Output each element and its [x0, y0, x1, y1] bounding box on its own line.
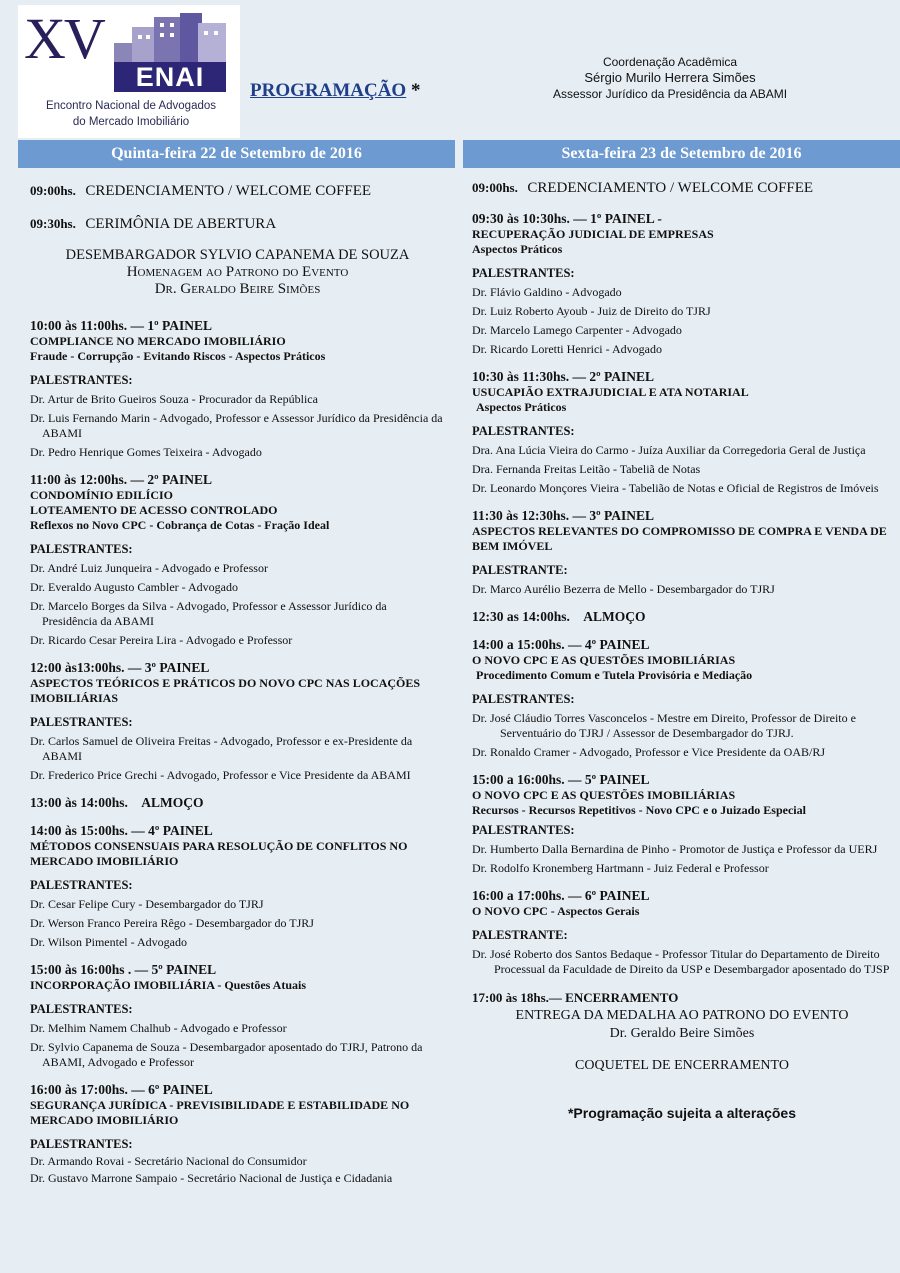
speaker: Dr. Ricardo Loretti Henrici - Advogado [472, 342, 662, 356]
day1-header: Quinta-feira 22 de Setembro de 2016 [18, 140, 455, 168]
speaker: Dr. Werson Franco Pereira Rêgo - Desembargador do TJRJ [30, 916, 314, 930]
speaker: Dr. Luis Fernando Marin - Advogado, Professor e Assessor Jurídico da Presidência da ABAMI [30, 411, 443, 440]
academic-coordination: Coordenação Acadêmica Sérgio Murilo Herrera Simões Assessor Jurídico da Presidência da ABAMI [552, 55, 788, 101]
speaker: Dr. Ricardo Cesar Pereira Lira - Advogado e Professor [30, 633, 293, 647]
day2-panel-2: 10:30 às 11:30hs. — 2º PAINEL USUCAPIÃO EXTRAJUDICIAL E ATA NOTARIAL Aspectos Práticos PALESTRANTES: Dra. Ana Lúcia Vieira do Carmo - Juíza Auxiliar da Corregedoria Geral de Justiça Dra. Fernanda Freitas Leitão - Tabeliã de Notas Dr. Leonardo Monçores Vieira - Tabelião de Notas e Oficial de Registros de Imóveis [472, 369, 892, 496]
day1-schedule [30, 183, 445, 1198]
speaker: Dr. Rodolfo Kronemberg Hartmann - Juiz Federal e Professor [472, 861, 769, 875]
speaker: Dr. Leonardo Monçores Vieira - Tabelião de Notas e Oficial de Registros de Imóveis [472, 481, 879, 495]
speaker: Dr. Flávio Galdino - Advogado [472, 285, 622, 299]
day1-panel-2: 11:00 às 12:00hs. — 2º PAINEL CONDOMÍNIO EDILÍCIO LOTEAMENTO DE ACESSO CONTROLADO Reflexos no Novo CPC - Cobrança de Cotas - Fração Ideal PALESTRANTES: Dr. André Luiz Junqueira - Advogado e Professor Dr. Everaldo Augusto Cambler - Advogado Dr. Marcelo Borges da Silva - Advogado, Professor e Assessor Jurídico da Presidência da ABAMI Dr. Ricardo Cesar Pereira Lira - Advogado e Professor [30, 472, 445, 648]
speaker: Dr. Carlos Samuel de Oliveira Freitas - Advogado, Professor e ex-Presidente da ABAMI [30, 734, 413, 763]
speaker: Dr. Gustavo Marrone Sampaio - Secretário Nacional de Justiça e Cidadania [30, 1171, 393, 1185]
day2-closing: 17:00 às 18hs.— ENCERRAMENTO ENTREGA DA MEDALHA AO PATRONO DO EVENTO Dr. Geraldo Beire Simões COQUETEL DE ENCERRAMENTO [472, 989, 892, 1075]
day1-lunch: 13:00 às 14:00hs. ALMOÇO [30, 795, 204, 810]
logo-acronym: ENAI [114, 62, 226, 92]
day2-header: Sexta-feira 23 de Setembro de 2016 [463, 140, 900, 168]
speaker: Dr. Sylvio Capanema de Souza - Desembargador aposentado do TJRJ, Patrono da ABAMI, Advogado e Professor [30, 1040, 423, 1069]
day1-opening: 09:30hs. CERIMÔNIA DE ABERTURA [30, 216, 277, 232]
speaker: Dr. André Luiz Junqueira - Advogado e Professor [30, 561, 268, 575]
day1-registration: 09:00hs. CREDENCIAMENTO / WELCOME COFFEE [30, 183, 372, 199]
speaker: Dr. Pedro Henrique Gomes Teixeira - Advogado [30, 445, 262, 459]
speaker: Dr. Artur de Brito Gueiros Souza - Procurador da República [30, 392, 318, 406]
day2-lunch: 12:30 as 14:00hs. ALMOÇO [472, 609, 646, 624]
day1-panel-3: 12:00 às13:00hs. — 3º PAINEL ASPECTOS TEÓRICOS E PRÁTICOS DO NOVO CPC NAS LOCAÇÕES IMOBILIÁRIAS PALESTRANTES: Dr. Carlos Samuel de Oliveira Freitas - Advogado, Professor e ex-Presidente da ABAMI Dr. Frederico Price Grechi - Advogado, Professor e Vice Presidente da ABAMI [30, 660, 445, 783]
day2-panel-4: 14:00 a 15:00hs. — 4º PAINEL O NOVO CPC E AS QUESTÕES IMOBILIÁRIAS Procedimento Comum e Tutela Provisória e Mediação PALESTRANTES: Dr. José Cláudio Torres Vasconcelos - Mestre em Direito, Professor de Direito e Serventuário do TJRJ / Assessor de Desembargador do TJRJ. Dr. Ronaldo Cramer - Advogado, Professor e Vice Presidente da OAB/RJ [472, 637, 892, 760]
day2-panel-6: 16:00 a 17:00hs. — 6º PAINEL O NOVO CPC - Aspectos Gerais PALESTRANTE: Dr. José Roberto dos Santos Bedaque - Professor Titular do Departamento de Direito Processual da Faculdade de Direito da USP e Desembargador aposentado do TJSP [472, 888, 892, 977]
logo-subtitle: Encontro Nacional de Advogados do Mercado Imobiliário [45, 100, 217, 128]
day1-panel-6: 16:00 às 17:00hs. — 6º PAINEL SEGURANÇA JURÍDICA - PREVISIBILIDADE E ESTABILIDADE NO MERCADO IMOBILIÁRIO PALESTRANTES: Dr. Armando Rovai - Secretário Nacional do Consumidor Dr. Gustavo Marrone Sampaio - Secretário Nacional de Justiça e Cidadania [30, 1082, 445, 1186]
speaker: Dr. Marcelo Lamego Carpenter - Advogado [472, 323, 682, 337]
speaker: Dr. Armando Rovai - Secretário Nacional do Consumidor [30, 1154, 307, 1168]
speaker: Dr. José Cláudio Torres Vasconcelos - Mestre em Direito, Professor de Direito e Serventuário do TJRJ / Assessor de Desembargador do TJRJ. [472, 711, 856, 740]
day1-panel-1: 10:00 às 11:00hs. — 1º PAINEL COMPLIANCE NO MERCADO IMOBILIÁRIO Fraude - Corrupção - Evitando Riscos - Aspectos Práticos PALESTRANTES: Dr. Artur de Brito Gueiros Souza - Procurador da República Dr. Luis Fernando Marin - Advogado, Professor e Assessor Jurídico da Presidência da ABAMI Dr. Pedro Henrique Gomes Teixeira - Advogado [30, 318, 445, 460]
event-logo [18, 5, 240, 138]
page-title: PROGRAMAÇÃO * [250, 80, 421, 101]
speaker: Dr. Frederico Price Grechi - Advogado, Professor e Vice Presidente da ABAMI [30, 768, 411, 782]
speaker: Dr. Wilson Pimentel - Advogado [30, 935, 187, 949]
day1-honoree: DESEMBARGADOR SYLVIO CAPANEMA DE SOUZA Homenagem ao Patrono do Evento Dr. Geraldo Beire Simões [65, 247, 410, 297]
speaker: Dra. Fernanda Freitas Leitão - Tabeliã de Notas [472, 462, 701, 476]
speaker: Dr. Luiz Roberto Ayoub - Juiz de Direito do TJRJ [472, 304, 711, 318]
speaker: Dr. Humberto Dalla Bernardina de Pinho - Promotor de Justiça e Professor da UERJ [472, 842, 878, 856]
speaker: Dr. Ronaldo Cramer - Advogado, Professor e Vice Presidente da OAB/RJ [472, 745, 825, 759]
speaker: Dra. Ana Lúcia Vieira do Carmo - Juíza Auxiliar da Corregedoria Geral de Justiça [472, 443, 866, 457]
day1-panel-4: 14:00 às 15:00hs. — 4º PAINEL MÉTODOS CONSENSUAIS PARA RESOLUÇÃO DE CONFLITOS NO MERCADO IMOBILIÁRIO PALESTRANTES: Dr. Cesar Felipe Cury - Desembargador do TJRJ Dr. Werson Franco Pereira Rêgo - Desembargador do TJRJ Dr. Wilson Pimentel - Advogado [30, 823, 445, 950]
speaker: Dr. Marcelo Borges da Silva - Advogado, Professor e Assessor Jurídico da Presidência da ABAMI [30, 599, 387, 628]
building-icon [114, 13, 229, 65]
day2-panel-1: 09:30 às 10:30hs. — 1º PAINEL - RECUPERAÇÃO JUDICIAL DE EMPRESAS Aspectos Práticos PALESTRANTES: Dr. Flávio Galdino - Advogado Dr. Luiz Roberto Ayoub - Juiz de Direito do TJRJ Dr. Marcelo Lamego Carpenter - Advogado Dr. Ricardo Loretti Henrici - Advogado [472, 211, 892, 357]
day2-panel-3: 11:30 às 12:30hs. — 3º PAINEL ASPECTOS RELEVANTES DO COMPROMISSO DE COMPRA E VENDA DE BEM IMÓVEL PALESTRANTE: Dr. Marco Aurélio Bezerra de Mello - Desembargador do TJRJ [472, 508, 892, 597]
day2-schedule [472, 180, 892, 1121]
speaker: Dr. Cesar Felipe Cury - Desembargador do TJRJ [30, 897, 264, 911]
speaker: Dr. José Roberto dos Santos Bedaque - Professor Titular do Departamento de Direito Processual da Faculdade de Direito da USP e Desembargador aposentado do TJSP [472, 947, 890, 976]
logo-roman-numeral: XV [24, 6, 104, 71]
day2-registration: 09:00hs. CREDENCIAMENTO / WELCOME COFFEE [472, 180, 814, 196]
speaker: Dr. Melhim Namem Chalhub - Advogado e Professor [30, 1021, 287, 1035]
speaker: Dr. Marco Aurélio Bezerra de Mello - Desembargador do TJRJ [472, 582, 775, 596]
schedule-change-note: *Programação sujeita a alterações [567, 1105, 796, 1121]
day2-panel-5: 15:00 a 16:00hs. — 5º PAINEL O NOVO CPC E AS QUESTÕES IMOBILIÁRIAS Recursos - Recursos Repetitivos - Novo CPC e o Juizado Especial PALESTRANTES: Dr. Humberto Dalla Bernardina de Pinho - Promotor de Justiça e Professor da UERJ Dr. Rodolfo Kronemberg Hartmann - Juiz Federal e Professor [472, 772, 892, 876]
speaker: Dr. Everaldo Augusto Cambler - Advogado [30, 580, 238, 594]
day1-panel-5: 15:00 às 16:00hs . — 5º PAINEL INCORPORAÇÃO IMOBILIÁRIA - Questões Atuais PALESTRANTES: Dr. Melhim Namem Chalhub - Advogado e Professor Dr. Sylvio Capanema de Souza - Desembargador aposentado do TJRJ, Patrono da ABAMI, Advogado e Professor [30, 962, 445, 1070]
cocktail-notice: COQUETEL DE ENCERRAMENTO [575, 1058, 789, 1073]
